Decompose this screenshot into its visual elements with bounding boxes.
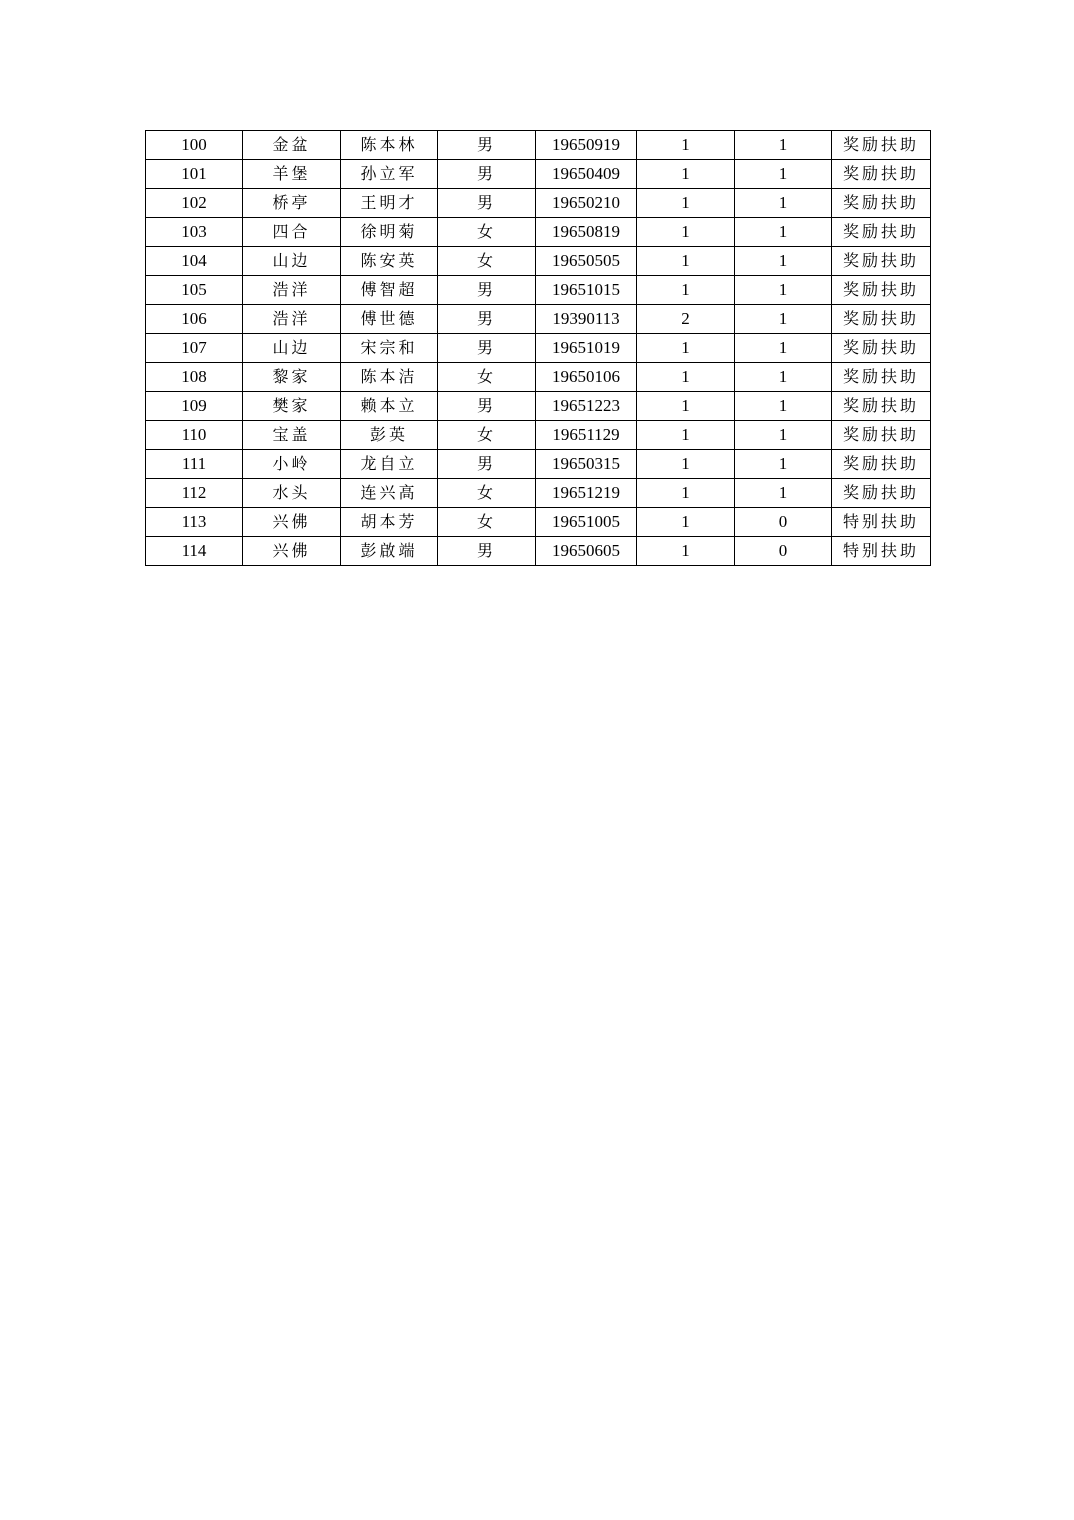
children-count-cell: 2 xyxy=(637,305,735,334)
children-count-cell: 1 xyxy=(637,479,735,508)
gender-cell: 男 xyxy=(438,334,536,363)
birth-date-cell: 19650210 xyxy=(536,189,637,218)
birth-date-cell: 19650106 xyxy=(536,363,637,392)
name-cell: 孙立军 xyxy=(341,160,438,189)
birth-date-cell: 19390113 xyxy=(536,305,637,334)
table-row xyxy=(146,305,931,334)
table-row xyxy=(146,247,931,276)
table-row xyxy=(146,537,931,566)
table-row xyxy=(146,508,931,537)
support-type-cell: 奖励扶助 xyxy=(832,247,931,276)
children-count-cell: 1 xyxy=(637,189,735,218)
birth-date-cell: 19650505 xyxy=(536,247,637,276)
table-row xyxy=(146,189,931,218)
gender-cell: 女 xyxy=(438,218,536,247)
children-count-cell: 1 xyxy=(637,508,735,537)
daughters-count-cell: 1 xyxy=(735,363,832,392)
gender-cell: 男 xyxy=(438,189,536,218)
children-count-cell: 1 xyxy=(637,276,735,305)
daughters-count-cell: 1 xyxy=(735,131,832,160)
serial-number-cell: 101 xyxy=(146,160,243,189)
support-type-cell: 奖励扶助 xyxy=(832,305,931,334)
serial-number-cell: 113 xyxy=(146,508,243,537)
roster-body xyxy=(146,131,931,566)
birth-date-cell: 19650819 xyxy=(536,218,637,247)
name-cell: 宋宗和 xyxy=(341,334,438,363)
village-cell: 浩洋 xyxy=(243,305,341,334)
village-cell: 山边 xyxy=(243,247,341,276)
support-type-cell: 特别扶助 xyxy=(832,537,931,566)
serial-number-cell: 105 xyxy=(146,276,243,305)
daughters-count-cell: 0 xyxy=(735,508,832,537)
daughters-count-cell: 1 xyxy=(735,160,832,189)
birth-date-cell: 19650605 xyxy=(536,537,637,566)
birth-date-cell: 19651005 xyxy=(536,508,637,537)
children-count-cell: 1 xyxy=(637,334,735,363)
birth-date-cell: 19650409 xyxy=(536,160,637,189)
daughters-count-cell: 1 xyxy=(735,334,832,363)
name-cell: 赖本立 xyxy=(341,392,438,421)
support-type-cell: 奖励扶助 xyxy=(832,479,931,508)
support-type-cell: 奖励扶助 xyxy=(832,218,931,247)
daughters-count-cell: 1 xyxy=(735,189,832,218)
support-type-cell: 奖励扶助 xyxy=(832,334,931,363)
support-type-cell: 奖励扶助 xyxy=(832,421,931,450)
table-row xyxy=(146,334,931,363)
children-count-cell: 1 xyxy=(637,160,735,189)
serial-number-cell: 102 xyxy=(146,189,243,218)
children-count-cell: 1 xyxy=(637,392,735,421)
gender-cell: 女 xyxy=(438,479,536,508)
village-cell: 樊家 xyxy=(243,392,341,421)
table-row xyxy=(146,421,931,450)
village-cell: 黎家 xyxy=(243,363,341,392)
children-count-cell: 1 xyxy=(637,421,735,450)
gender-cell: 男 xyxy=(438,392,536,421)
gender-cell: 男 xyxy=(438,450,536,479)
name-cell: 彭英 xyxy=(341,421,438,450)
birth-date-cell: 19651223 xyxy=(536,392,637,421)
name-cell: 徐明菊 xyxy=(341,218,438,247)
table-row xyxy=(146,160,931,189)
village-cell: 宝盖 xyxy=(243,421,341,450)
children-count-cell: 1 xyxy=(637,450,735,479)
birth-date-cell: 19651129 xyxy=(536,421,637,450)
gender-cell: 男 xyxy=(438,160,536,189)
daughters-count-cell: 0 xyxy=(735,537,832,566)
support-type-cell: 奖励扶助 xyxy=(832,160,931,189)
birth-date-cell: 19650919 xyxy=(536,131,637,160)
children-count-cell: 1 xyxy=(637,247,735,276)
birth-date-cell: 19650315 xyxy=(536,450,637,479)
gender-cell: 女 xyxy=(438,421,536,450)
support-type-cell: 奖励扶助 xyxy=(832,392,931,421)
daughters-count-cell: 1 xyxy=(735,247,832,276)
village-cell: 桥亭 xyxy=(243,189,341,218)
children-count-cell: 1 xyxy=(637,363,735,392)
serial-number-cell: 112 xyxy=(146,479,243,508)
children-count-cell: 1 xyxy=(637,131,735,160)
serial-number-cell: 108 xyxy=(146,363,243,392)
table-row xyxy=(146,392,931,421)
serial-number-cell: 106 xyxy=(146,305,243,334)
support-type-cell: 奖励扶助 xyxy=(832,189,931,218)
serial-number-cell: 103 xyxy=(146,218,243,247)
village-cell: 小岭 xyxy=(243,450,341,479)
gender-cell: 女 xyxy=(438,508,536,537)
support-type-cell: 奖励扶助 xyxy=(832,276,931,305)
village-cell: 水头 xyxy=(243,479,341,508)
children-count-cell: 1 xyxy=(637,218,735,247)
daughters-count-cell: 1 xyxy=(735,305,832,334)
serial-number-cell: 100 xyxy=(146,131,243,160)
table-row xyxy=(146,276,931,305)
table-row xyxy=(146,479,931,508)
gender-cell: 男 xyxy=(438,537,536,566)
gender-cell: 男 xyxy=(438,131,536,160)
daughters-count-cell: 1 xyxy=(735,218,832,247)
daughters-count-cell: 1 xyxy=(735,479,832,508)
serial-number-cell: 110 xyxy=(146,421,243,450)
birth-date-cell: 19651015 xyxy=(536,276,637,305)
children-count-cell: 1 xyxy=(637,537,735,566)
village-cell: 兴佛 xyxy=(243,537,341,566)
gender-cell: 男 xyxy=(438,276,536,305)
daughters-count-cell: 1 xyxy=(735,450,832,479)
serial-number-cell: 104 xyxy=(146,247,243,276)
village-cell: 金盆 xyxy=(243,131,341,160)
name-cell: 彭啟端 xyxy=(341,537,438,566)
table-row xyxy=(146,450,931,479)
daughters-count-cell: 1 xyxy=(735,392,832,421)
support-type-cell: 特别扶助 xyxy=(832,508,931,537)
table-row xyxy=(146,131,931,160)
daughters-count-cell: 1 xyxy=(735,421,832,450)
name-cell: 陈安英 xyxy=(341,247,438,276)
serial-number-cell: 114 xyxy=(146,537,243,566)
name-cell: 陈本林 xyxy=(341,131,438,160)
name-cell: 胡本芳 xyxy=(341,508,438,537)
serial-number-cell: 109 xyxy=(146,392,243,421)
gender-cell: 女 xyxy=(438,247,536,276)
birth-date-cell: 19651019 xyxy=(536,334,637,363)
support-type-cell: 奖励扶助 xyxy=(832,131,931,160)
birth-date-cell: 19651219 xyxy=(536,479,637,508)
gender-cell: 男 xyxy=(438,305,536,334)
village-cell: 浩洋 xyxy=(243,276,341,305)
support-type-cell: 奖励扶助 xyxy=(832,363,931,392)
serial-number-cell: 111 xyxy=(146,450,243,479)
roster-table xyxy=(145,130,931,566)
village-cell: 羊堡 xyxy=(243,160,341,189)
table-row xyxy=(146,218,931,247)
table-row xyxy=(146,363,931,392)
support-type-cell: 奖励扶助 xyxy=(832,450,931,479)
serial-number-cell: 107 xyxy=(146,334,243,363)
name-cell: 龙自立 xyxy=(341,450,438,479)
name-cell: 连兴高 xyxy=(341,479,438,508)
name-cell: 王明才 xyxy=(341,189,438,218)
name-cell: 陈本洁 xyxy=(341,363,438,392)
village-cell: 山边 xyxy=(243,334,341,363)
gender-cell: 女 xyxy=(438,363,536,392)
village-cell: 四合 xyxy=(243,218,341,247)
name-cell: 傅世德 xyxy=(341,305,438,334)
village-cell: 兴佛 xyxy=(243,508,341,537)
daughters-count-cell: 1 xyxy=(735,276,832,305)
name-cell: 傅智超 xyxy=(341,276,438,305)
